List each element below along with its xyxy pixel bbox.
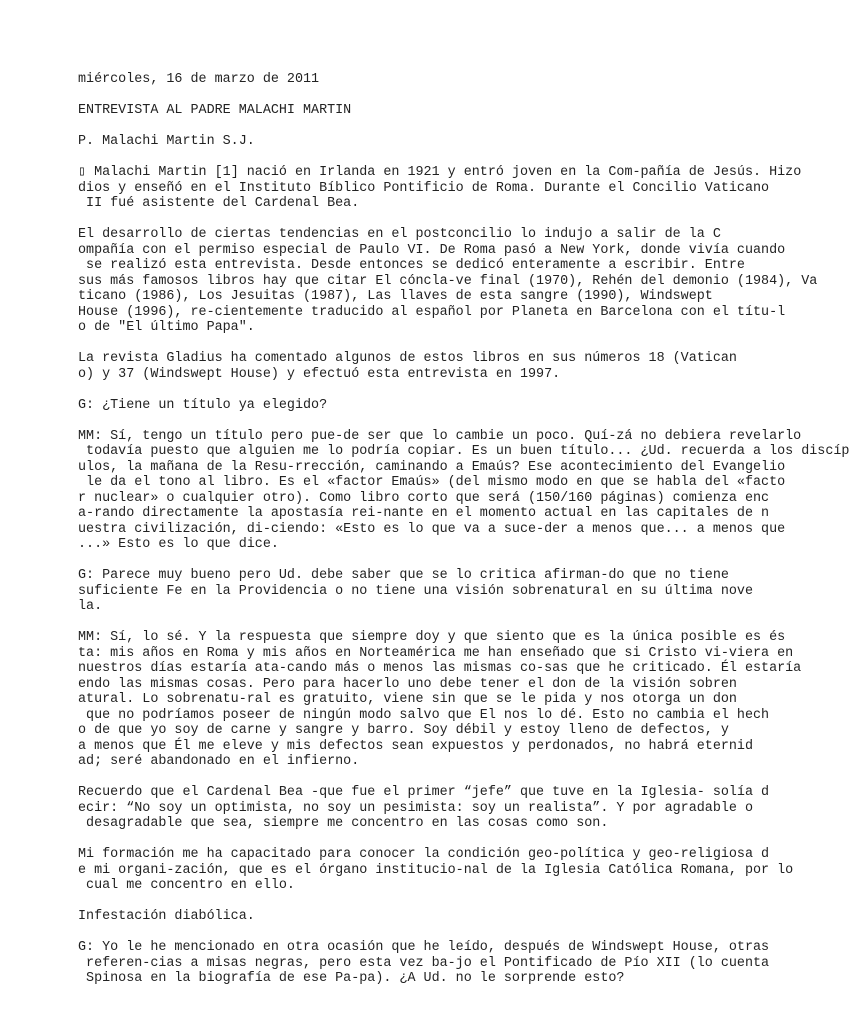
text-line: o de "El último Papa". bbox=[78, 320, 255, 335]
text-line: miércoles, 16 de marzo de 2011 bbox=[78, 72, 320, 87]
text-line: e mi organi-zación, que es el órgano institucio-nal de la Iglesia Católica Romana, por lo bbox=[78, 862, 794, 878]
paragraph bbox=[78, 568, 768, 615]
text-line: a menos que Él me eleve y mis defectos sean expuestos y perdonados, no habrá eternid bbox=[78, 738, 753, 754]
text-line: ulos, la mañana de la Resu-rrección, caminando a Emaús? Ese acontecimiento del Evangelio bbox=[78, 459, 786, 475]
text-line: ad; seré abandonado en el infierno. bbox=[78, 754, 360, 769]
text-line: ENTREVISTA AL PADRE MALACHI MARTIN bbox=[78, 103, 352, 118]
text-line: ta: mis años en Roma y mis años en Norteamérica me han enseñado que si Cristo vi-viera en bbox=[78, 645, 794, 661]
text-line: ...» Esto es lo que dice. bbox=[78, 537, 279, 552]
paragraph bbox=[78, 785, 768, 832]
text-line: suficiente Fe en la Providencia o no tiene una visión sobrenatural en su última nove bbox=[78, 583, 753, 599]
text-line: le da el tono al libro. Es el «factor Emaús» (del mismo modo en que se habla del «facto bbox=[78, 475, 786, 490]
text-line: ▯ Malachi Martin [1] nació en Irlanda en 1921 y entró joven en la Com-pañía de Jesús. Hizo bbox=[78, 165, 802, 180]
text-line: se realizó esta entrevista. Desde entonces se dedicó enteramente a escribir. Entre bbox=[78, 258, 745, 273]
text-line: atural. Lo sobrenatu-ral es gratuito, viene sin que se le pida y nos otorga un don bbox=[78, 692, 737, 707]
paragraph bbox=[78, 940, 768, 987]
text-line: MM: Sí, lo sé. Y la respuesta que siempre doy y que siento que es la única posible es és bbox=[78, 630, 786, 645]
text-line: la. bbox=[78, 599, 103, 614]
text-line: La revista Gladius ha comentado algunos de estos libros en sus números 18 (Vatican bbox=[78, 351, 737, 366]
paragraph bbox=[78, 134, 768, 150]
text-line: ticano (1986), Los Jesuitas (1987), Las llaves de esta sangre (1990), Windswept bbox=[78, 289, 713, 304]
text-line: endo las mismas cosas. Pero para hacerlo uno debe tener el don de la visión sobren bbox=[78, 676, 737, 692]
text-line: G: ¿Tiene un título ya elegido? bbox=[78, 397, 328, 413]
text-line: que no podríamos poseer de ningún modo salvo que El nos lo dé. Esto no cambia el hech bbox=[78, 707, 770, 723]
text-line: referen-cias a misas negras, pero esta vez ba-jo el Pontificado de Pío XII (lo cuenta bbox=[78, 955, 770, 971]
text-line: a-rando directamente la apostasía rei-nante en el momento actual en las capitales de n bbox=[78, 506, 770, 521]
paragraph bbox=[78, 428, 849, 553]
paragraph bbox=[78, 630, 802, 770]
text-line: uestra civilización, di-ciendo: «Esto es lo que va a suce-der a menos que... a menos que bbox=[78, 521, 786, 537]
text-line: r nuclear» o cualquier otro). Como libro corto que será (150/160 páginas) comienza enc bbox=[78, 490, 770, 506]
text-line: cual me concentro en ello. bbox=[78, 878, 295, 893]
text-line: o de que yo soy de carne y sangre y barro. Soy débil y estoy lleno de defectos, y bbox=[78, 723, 729, 738]
text-line: II fué asistente del Cardenal Bea. bbox=[78, 196, 360, 211]
text-line: Spinosa en la biografía de ese Pa-pa). ¿A Ud. no le sorprende esto? bbox=[78, 971, 625, 986]
text-line: G: Yo le he mencionado en otra ocasión que he leído, después de Windswept House, otras bbox=[78, 940, 770, 955]
paragraph bbox=[78, 847, 794, 894]
text-line: MM: Sí, tengo un título pero pue-de ser que lo cambie un poco. Quí-zá no debiera revelarlo bbox=[78, 428, 802, 444]
text-line: P. Malachi Martin S.J. bbox=[78, 134, 255, 149]
text-line: nuestros días estaría ata-cando más o menos las mismas co-sas que he criticado. Él estaría bbox=[78, 661, 802, 676]
text-line: sus más famosos libros hay que citar El cóncla-ve final (1970), Rehén del demonio (1984), Va bbox=[78, 273, 818, 289]
text-line: todavía puesto que alguien me lo podría copiar. Es un buen título... ¿Ud. recuerda a los discíp bbox=[78, 444, 849, 459]
text-line: o) y 37 (Windswept House) y efectuó esta entrevista en 1997. bbox=[78, 366, 561, 382]
paragraph bbox=[78, 227, 818, 336]
text-line: ompañía con el permiso especial de Paulo VI. De Roma pasó a New York, donde vivía cuando bbox=[78, 242, 786, 258]
paragraph bbox=[78, 103, 768, 119]
text-line: G: Parece muy bueno pero Ud. debe saber que se lo critica afirman-do que no tiene bbox=[78, 568, 729, 583]
text-line: Recuerdo que el Cardenal Bea -que fue el primer “jefe” que tuve en la Iglesia- solía d bbox=[78, 785, 770, 800]
paragraph bbox=[78, 165, 802, 212]
paragraph bbox=[78, 398, 768, 414]
paragraph bbox=[78, 909, 768, 925]
paragraph bbox=[78, 72, 768, 88]
text-line: ecir: “No soy un optimista, no soy un pesimista: soy un realista”. Y por agradable o bbox=[78, 800, 753, 816]
text-line: Infestación diabólica. bbox=[78, 909, 255, 924]
document-page bbox=[78, 72, 849, 1002]
text-line: desagradable que sea, siempre me concentro en las cosas como son. bbox=[78, 816, 609, 831]
text-line: El desarrollo de ciertas tendencias en el postconcilio lo indujo a salir de la C bbox=[78, 227, 721, 242]
text-line: House (1996), re-cientemente traducido al español por Planeta en Barcelona con el títu-l bbox=[78, 304, 786, 320]
text-line: Mi formación me ha capacitado para conocer la condición geo-política y geo-religiosa d bbox=[78, 847, 770, 862]
paragraph bbox=[78, 351, 768, 382]
text-line: dios y enseñó en el Instituto Bíblico Pontificio de Roma. Durante el Concilio Vaticano bbox=[78, 180, 770, 196]
